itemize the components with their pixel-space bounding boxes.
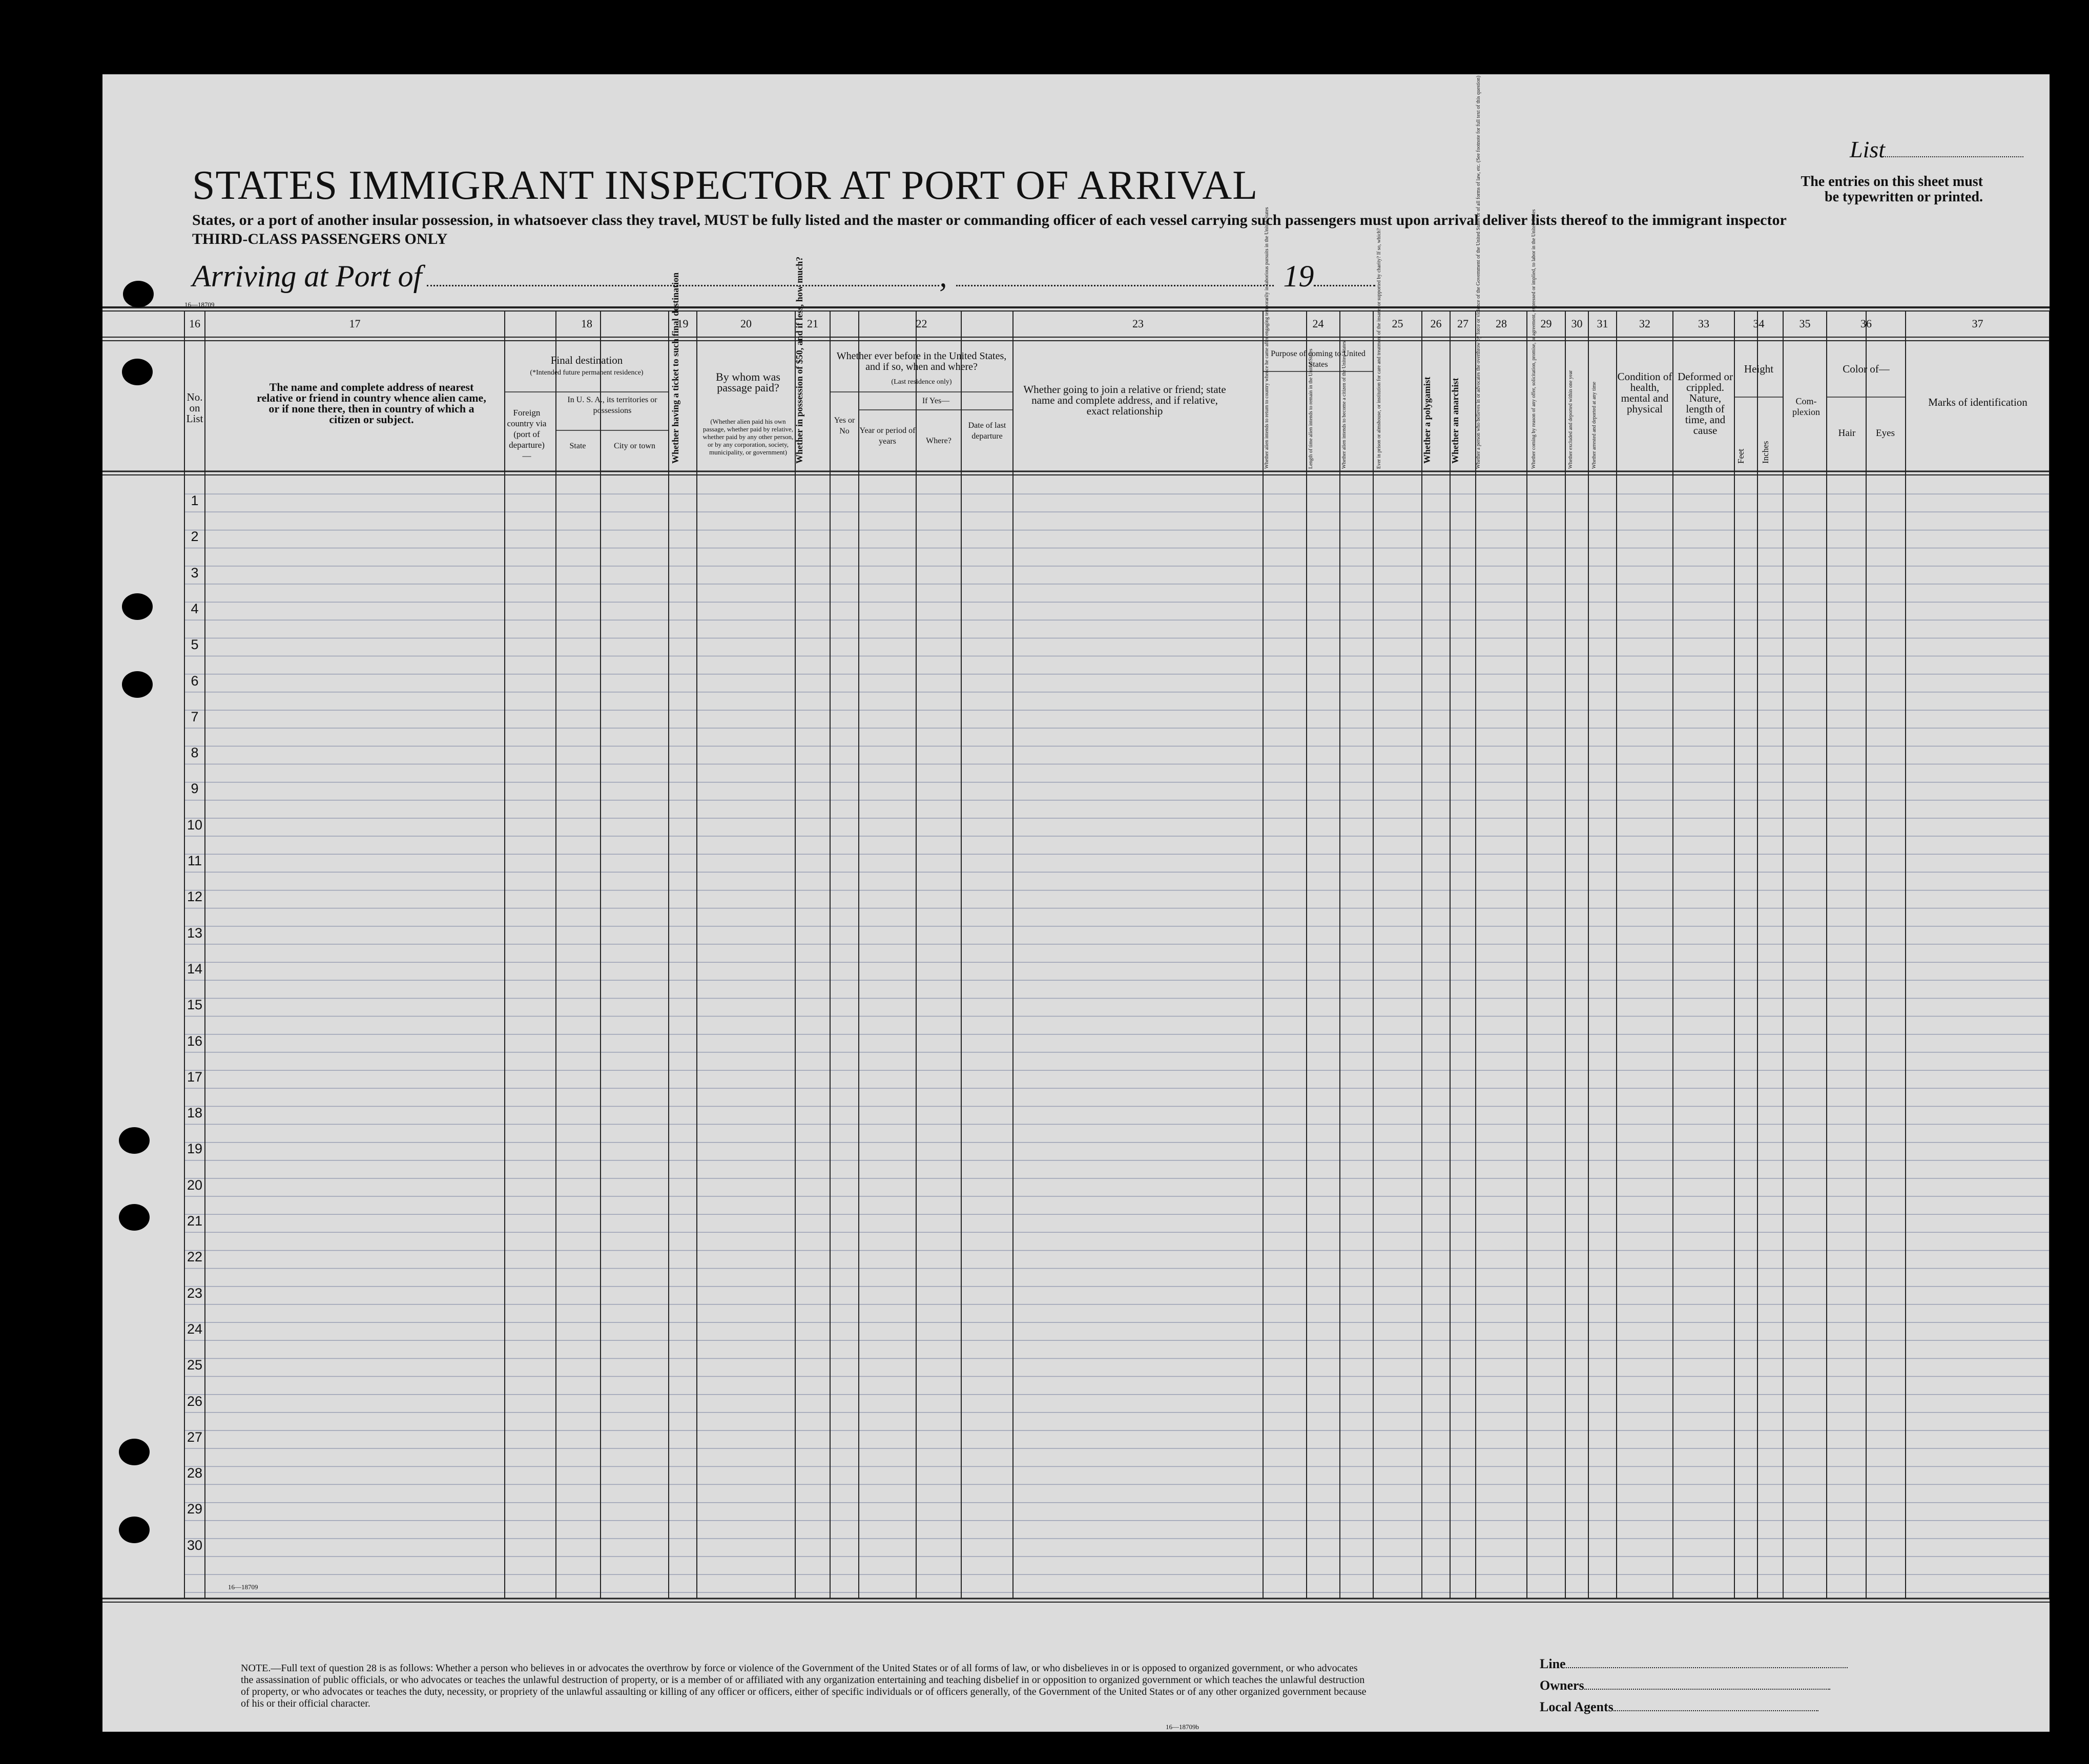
col18-number: 18 [581,317,592,330]
punch-hole [123,281,154,307]
col27-label: Whether an anarchist [1450,378,1460,464]
col31-label: Whether arrested and deported at any time [1591,382,1597,469]
list-label-text: List [1850,136,1886,162]
manifest-sheet [102,74,2050,1732]
col18-foreign: Foreign country via (port of departure)— [507,408,547,461]
col32-label: Condition of health, mental and physical [1617,370,1672,415]
punch-hole [119,1517,150,1543]
col17-label: The name and complete address of nearest relative or friend in country whence alien came, or if none there, then in country of which a citizen or subject. [257,381,486,426]
row-number: 9 [191,781,199,797]
col16-label: No. on List [186,391,203,425]
punch-hole [122,593,153,620]
year-prefix: 19 [1283,259,1314,293]
col24-number: 24 [1312,317,1324,330]
punch-hole [119,1439,150,1465]
row-number: 12 [187,889,203,905]
col29-number: 29 [1540,317,1552,330]
col36-eyes: Eyes [1876,428,1895,439]
punch-hole [122,671,153,698]
col23-number: 23 [1132,317,1144,330]
row-number: 21 [187,1213,203,1229]
col30-number: 30 [1571,317,1583,330]
col16-number: 16 [189,317,200,330]
row-number: 25 [187,1357,203,1373]
row-number: 27 [187,1429,203,1445]
row-number: 20 [187,1177,203,1193]
row-number: 19 [187,1141,203,1157]
row-number: 5 [191,637,199,653]
col31-number: 31 [1597,317,1608,330]
row-number: 13 [187,925,203,941]
row-number: 7 [191,709,199,724]
col17-number: 17 [349,317,361,330]
col22-ifyes: If Yes— [922,397,950,405]
col18-city: City or town [614,442,655,450]
row-number: 24 [187,1321,203,1337]
col33-number: 33 [1698,317,1709,330]
col36-hair: Hair [1838,428,1856,439]
col19-number: 19 [677,317,689,330]
row-number: 28 [187,1465,203,1481]
col22-date: Date of last departure [968,421,1006,441]
row-number: 2 [191,529,199,545]
arriving-label: Arriving at Port of [192,259,422,293]
line-field[interactable] [1540,1656,1848,1672]
col22-where: Where? [926,437,952,445]
row-number: 18 [187,1105,203,1121]
lead-text: States, or a port of another insular possession, in whatsoever class they travel, MUST be fully listed and the master or commanding officer of each vessel carrying such passengers must upon arrival deliver lists thereof to the immigrant inspector [192,212,1787,229]
col36-label: Color of— [1843,363,1890,375]
col34-number: 34 [1753,317,1765,330]
owners-field[interactable] [1540,1678,1830,1693]
col35-number: 35 [1799,317,1811,330]
col22-label: Whether ever before in the United States, and if so, when and where? [836,350,1007,372]
col34-inches: Inches [1761,441,1770,464]
col21-number: 21 [807,317,818,330]
row-number: 15 [187,997,203,1013]
col18-usa: In U. S. A., its territories or possessions [567,396,657,415]
form-number: 16—18709 [228,1583,258,1591]
punch-hole [119,1127,150,1154]
punch-hole [119,1204,150,1231]
col36-number: 36 [1860,317,1872,330]
class-note: THIRD-CLASS PASSENGERS ONLY [192,231,448,247]
col19-label: Whether having a ticket to such final destination [670,272,680,464]
col20-number: 20 [740,317,752,330]
col28-label: Whether a person who believes in or advocates the overthrow by force or violence of the Government of the United States or of all forms of law, etc. (See footnote for full text of this question) [1476,75,1481,469]
col18-sub: (*Intended future permanent residence) [530,369,644,377]
row-number: 11 [187,853,202,868]
col22-year: Year or period of years [859,426,916,446]
col33-label: Deformed or crippled. Nature, length of time, and cause [1678,370,1733,437]
col30-label: Whether excluded and deported within one year [1568,370,1574,469]
col34-feet: Feet [1736,448,1746,464]
col20-sub: (Whether alien paid his own passage, whether paid by relative, whether paid by any other person, or by any corporation, society, municipality, or government) [702,418,794,456]
col22-yesno: Yes or No [834,416,855,435]
col22-sub: (Last residence only) [891,378,952,386]
row-number: 1 [191,493,199,508]
col35-label: Com-plexion [1792,396,1820,417]
row-number: 16 [187,1033,203,1049]
col37-number: 37 [1972,317,1983,330]
punch-hole [122,359,153,385]
col24-a: Whether alien intends to return to country whence he came after engaging temporarily in laborious pursuits in the United States [1264,207,1270,469]
col24-b: Length of time alien intends to remain in the United States [1308,348,1314,469]
col21-label: Whether in possession of $50, and if less, how much? [794,256,804,464]
row-number: 26 [187,1393,203,1409]
col29-label: Whether coming by reason of any offer, solicitation, promise, or agreement, expressed or implied, to labor in the United States [1531,209,1537,469]
row-number: 22 [187,1249,203,1265]
col25-number: 25 [1392,317,1403,330]
form-number-top: 16—18709 [184,301,215,308]
row-number: 30 [187,1537,203,1553]
col20-label: By whom was passage paid? [716,370,780,394]
col37-label: Marks of identification [1928,396,2028,408]
page-title: STATES IMMIGRANT INSPECTOR AT PORT OF ARRIVAL [192,163,1258,208]
col25-label: Ever in prison or almshouse, or institution for care and treatment of the insane, or supported by charity? If so, which? [1376,228,1382,469]
col24-label: Purpose of coming to United States [1271,349,1366,369]
entries-note: The entries on this sheet must be typewritten or printed. [1801,174,1983,205]
col27-number: 27 [1457,317,1468,330]
form-number-b: 16—18709b [1166,1723,1199,1731]
col26-label: Whether a polygamist [1422,377,1432,464]
col18-state: State [569,442,586,450]
col24-c: Whether alien intends to become a citizen of the United States [1341,341,1347,469]
col23-label: Whether going to join a relative or friend; state name and complete address, and if relative, exact relationship [1023,383,1226,417]
arriving-comma: , [939,259,947,293]
row-number: 8 [191,745,199,761]
col18-label: Final destination [550,354,623,366]
col32-number: 32 [1639,317,1650,330]
col28-number: 28 [1496,317,1507,330]
owners-label: Owners [1540,1678,1584,1693]
row-number: 29 [187,1501,203,1517]
col26-number: 26 [1430,317,1442,330]
row-number: 14 [187,961,203,977]
row-number: 23 [187,1285,203,1301]
local-agents-label: Local Agents [1540,1699,1614,1714]
row-number: 3 [191,565,199,580]
footnote: NOTE.—Full text of question 28 is as follows: Whether a person who believes in or advocates the overthrow by force or violence of the Government of the United States or of all forms of law, or who disbelieves in or is opposed to organized government, or who advocates the assassination of public officials, or who advocates or teaches the unlawful destruction of property, or is a member of or affiliated with any organization entertaining and teaching disbelief in or opposition to organized government or which teaches the unlawful destruction of property, or who advocates or teaches the duty, necessity, or propriety of the unlawful assaulting or killing of any officer or officers, either of specific individuals or of officers generally, of the Government of the United States or of any other organized government because of his or their official character. [241,1663,1367,1709]
row-number: 17 [187,1069,203,1085]
row-number: 10 [187,817,203,833]
col22-number: 22 [916,317,927,330]
row-number: 6 [191,673,199,689]
line-label: Line [1540,1656,1566,1671]
local-agents-field[interactable] [1540,1699,1818,1715]
col34-label: Height [1744,363,1774,375]
row-number: 4 [191,600,199,616]
